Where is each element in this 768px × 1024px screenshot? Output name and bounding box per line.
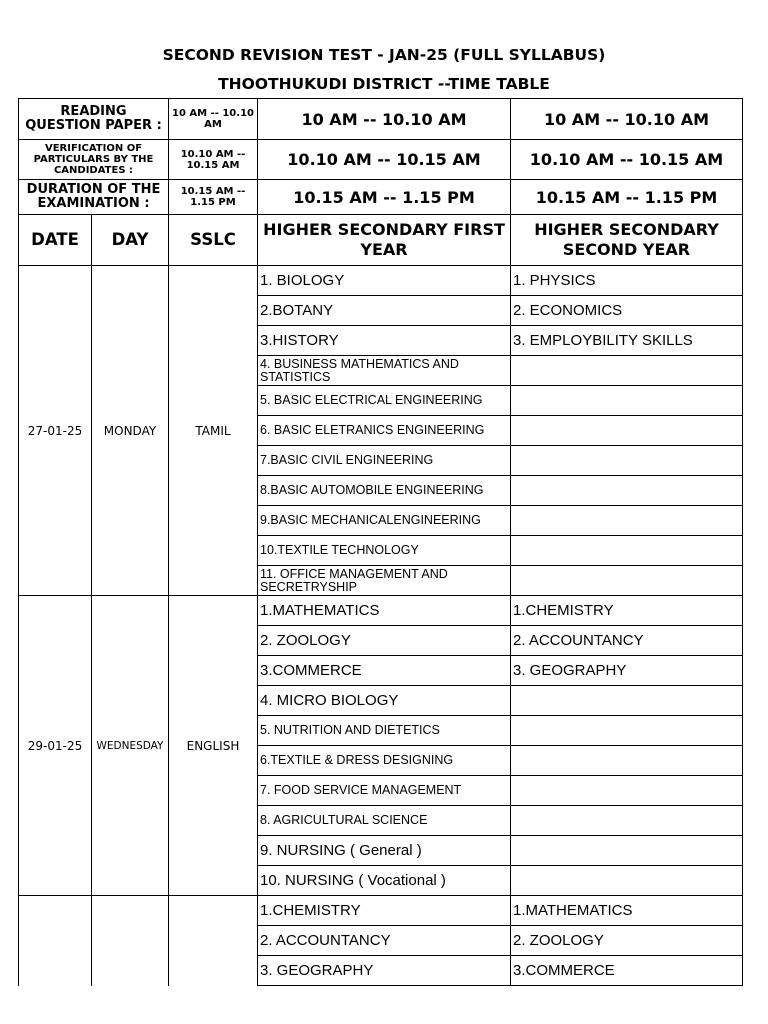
exam-day: WEDNESDAY xyxy=(92,596,169,896)
hs2-subject xyxy=(511,836,743,866)
hs1-subject: 9. NURSING ( General ) xyxy=(258,836,511,866)
page-title: SECOND REVISION TEST - JAN-25 (FULL SYLLABUS) xyxy=(162,46,606,64)
hs2-subject: 1.MATHEMATICS xyxy=(511,896,743,926)
hs2-subject xyxy=(511,476,743,506)
hs2-subject xyxy=(511,536,743,566)
day-header: DAY xyxy=(92,215,169,266)
hs2-subject xyxy=(511,866,743,896)
duration-row xyxy=(19,180,743,215)
hs1-subject: 3. GEOGRAPHY xyxy=(258,956,511,986)
hs1-subject: 5. NUTRITION AND DIETETICS xyxy=(258,716,511,746)
sslc-header: SSLC xyxy=(169,215,258,266)
exam-day: MONDAY xyxy=(92,266,169,596)
hs2-subject xyxy=(511,386,743,416)
duration-label: DURATION OF THE EXAMINATION : xyxy=(19,180,169,215)
reading-hs2-time: 10 AM -- 10.10 AM xyxy=(511,99,743,140)
hs1-subject: 11. OFFICE MANAGEMENT AND SECRETRYSHIP xyxy=(258,566,511,596)
verification-hs2-time: 10.10 AM -- 10.15 AM xyxy=(511,140,743,180)
duration-hs2-time: 10.15 AM -- 1.15 PM xyxy=(511,180,743,215)
hs2-subject xyxy=(511,566,743,596)
hs1-subject: 2.BOTANY xyxy=(258,296,511,326)
hs1-subject: 6.TEXTILE & DRESS DESIGNING xyxy=(258,746,511,776)
reading-sslc-time: 10 AM -- 10.10 AM xyxy=(169,99,258,140)
hs1-header: HIGHER SECONDARY FIRST YEAR xyxy=(258,215,511,266)
exam-date: 27-01-25 xyxy=(19,266,92,596)
hs1-subject: 8.BASIC AUTOMOBILE ENGINEERING xyxy=(258,476,511,506)
exam-date: 29-01-25 xyxy=(19,596,92,896)
hs1-subject: 9.BASIC MECHANICALENGINEERING xyxy=(258,506,511,536)
hs1-subject: 1.CHEMISTRY xyxy=(258,896,511,926)
hs2-subject xyxy=(511,686,743,716)
hs2-subject xyxy=(511,806,743,836)
hs1-subject: 5. BASIC ELECTRICAL ENGINEERING xyxy=(258,386,511,416)
hs2-subject: 1. PHYSICS xyxy=(511,266,743,296)
hs2-subject: 3. GEOGRAPHY xyxy=(511,656,743,686)
duration-hs1-time: 10.15 AM -- 1.15 PM xyxy=(258,180,511,215)
column-header-row xyxy=(19,215,743,266)
hs1-subject: 3.COMMERCE xyxy=(258,656,511,686)
timetable xyxy=(18,98,743,986)
hs1-subject: 10. NURSING ( Vocational ) xyxy=(258,866,511,896)
hs1-subject: 10.TEXTILE TECHNOLOGY xyxy=(258,536,511,566)
hs2-subject xyxy=(511,416,743,446)
hs1-subject: 7. FOOD SERVICE MANAGEMENT xyxy=(258,776,511,806)
exam-date xyxy=(19,896,92,986)
duration-sslc-time: 10.15 AM -- 1.15 PM xyxy=(169,180,258,215)
hs1-subject: 7.BASIC CIVIL ENGINEERING xyxy=(258,446,511,476)
sslc-subject: ENGLISH xyxy=(169,596,258,896)
hs2-subject xyxy=(511,356,743,386)
page-subtitle: THOOTHUKUDI DISTRICT --TIME TABLE xyxy=(218,75,550,93)
hs2-subject: 1.CHEMISTRY xyxy=(511,596,743,626)
sslc-subject xyxy=(169,896,258,986)
hs1-subject: 3.HISTORY xyxy=(258,326,511,356)
hs1-subject: 1. BIOLOGY xyxy=(258,266,511,296)
verification-hs1-time: 10.10 AM -- 10.15 AM xyxy=(258,140,511,180)
hs2-header: HIGHER SECONDARY SECOND YEAR xyxy=(511,215,743,266)
verification-sslc-time: 10.10 AM -- 10.15 AM xyxy=(169,140,258,180)
hs2-subject xyxy=(511,716,743,746)
hs2-subject: 2. ZOOLOGY xyxy=(511,926,743,956)
hs2-subject: 2. ACCOUNTANCY xyxy=(511,626,743,656)
table-row xyxy=(19,266,743,296)
hs1-subject: 8. AGRICULTURAL SCIENCE xyxy=(258,806,511,836)
hs2-subject xyxy=(511,746,743,776)
hs1-subject: 4. BUSINESS MATHEMATICS AND STATISTICS xyxy=(258,356,511,386)
hs1-subject: 2. ZOOLOGY xyxy=(258,626,511,656)
hs2-subject: 2. ECONOMICS xyxy=(511,296,743,326)
table-row xyxy=(19,596,743,626)
exam-day xyxy=(92,896,169,986)
hs2-subject: 3. EMPLOYBILITY SKILLS xyxy=(511,326,743,356)
sslc-subject: TAMIL xyxy=(169,266,258,596)
hs1-subject: 2. ACCOUNTANCY xyxy=(258,926,511,956)
reading-label: READING QUESTION PAPER : xyxy=(19,99,169,140)
table-row xyxy=(19,896,743,926)
hs2-subject xyxy=(511,506,743,536)
verification-label: VERIFICATION OF PARTICULARS BY THE CANDIDATES : xyxy=(19,140,169,180)
hs1-subject: 1.MATHEMATICS xyxy=(258,596,511,626)
hs1-subject: 4. MICRO BIOLOGY xyxy=(258,686,511,716)
hs2-subject xyxy=(511,776,743,806)
verification-row xyxy=(19,140,743,180)
reading-row xyxy=(19,99,743,140)
hs2-subject: 3.COMMERCE xyxy=(511,956,743,986)
date-header: DATE xyxy=(19,215,92,266)
reading-hs1-time: 10 AM -- 10.10 AM xyxy=(258,99,511,140)
hs2-subject xyxy=(511,446,743,476)
hs1-subject: 6. BASIC ELETRANICS ENGINEERING xyxy=(258,416,511,446)
